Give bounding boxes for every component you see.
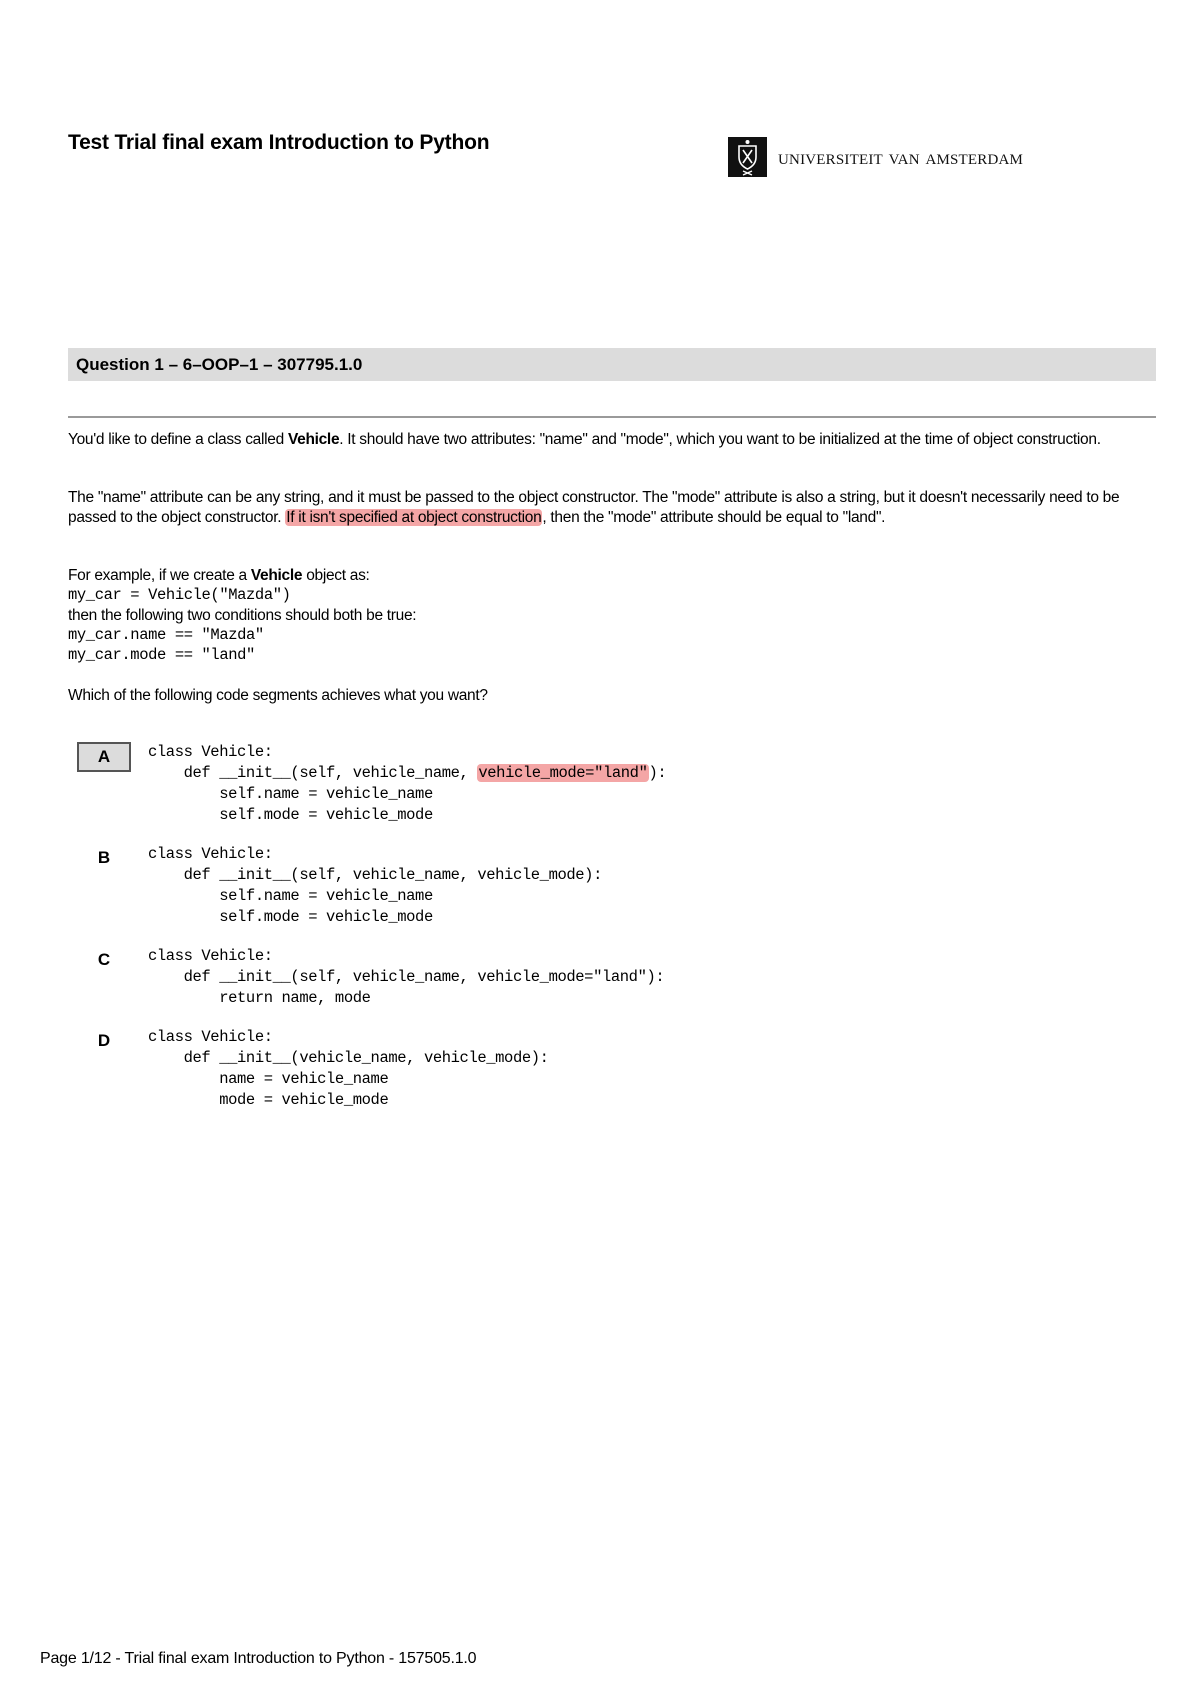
university-logo (728, 137, 1023, 177)
page-footer: Page 1/12 - Trial final exam Introduction to Python - 157505.1.0 (40, 1650, 477, 1667)
question-paragraph-2: The "name" attribute can be any string, and it must be passed to the object constructor. The "mode" attribute is also a string, but it doesn't necessarily need to be passed to the object constructor. If it isn't specified at object construction, then the "mode" attribute should be equal to "land". (68, 489, 1120, 526)
question-paragraph-1: You'd like to define a class called Vehicle. It should have two attributes: "name" and "mode", which you want to be initialized at the time of object construction. (68, 431, 1101, 448)
page-title: Test Trial final exam Introduction to Python (68, 131, 490, 154)
question-prompt: Which of the following code segments achieves what you want? (68, 687, 488, 704)
question-header (68, 348, 1156, 381)
highlighted-code: vehicle_mode="land" (478, 764, 648, 782)
question-title: Question 1 – 6–OOP–1 – 307795.1.0 (76, 354, 363, 374)
class-name-bold: Vehicle (250, 567, 303, 584)
example-intro: For example, if we create a Vehicle object as: (68, 567, 370, 584)
option-c-selector[interactable]: C (97, 950, 111, 969)
option-a-selector[interactable]: A (77, 742, 131, 772)
uva-emblem-icon (728, 137, 767, 177)
condition-1: my_car.name == "Mazda" (68, 626, 264, 644)
option-b-selector[interactable]: B (97, 848, 111, 867)
conditions-text: then the following two conditions should both be true: (68, 607, 417, 624)
divider (68, 416, 1156, 418)
option-d-selector[interactable]: D (97, 1031, 111, 1050)
example-code: my_car = Vehicle("Mazda") (68, 586, 291, 604)
class-name-bold: Vehicle (287, 431, 340, 448)
highlighted-text: If it isn't specified at object construction (286, 508, 542, 526)
university-name: universiteit van amsterdam (778, 144, 1024, 169)
condition-2: my_car.mode == "land" (68, 646, 255, 664)
